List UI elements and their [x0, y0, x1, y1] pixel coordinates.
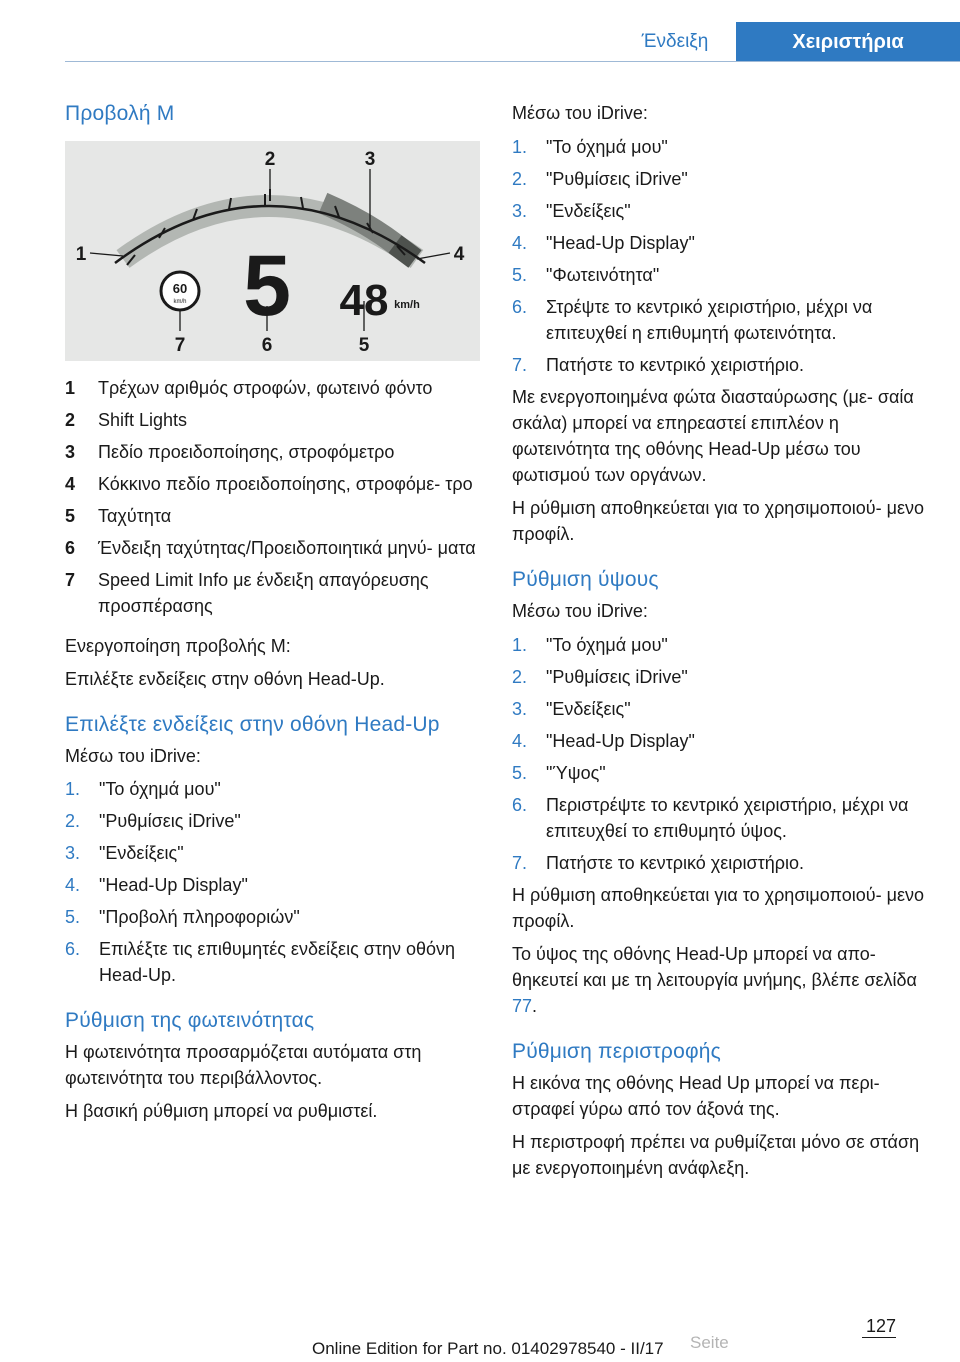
footer-watermark: Seite — [690, 1333, 729, 1352]
section-title-brightness: Ρύθμιση της φωτεινότητας — [65, 1009, 315, 1032]
section-title-select-displays: Επιλέξτε ενδείξεις στην οθόνη Head-Up — [65, 713, 440, 736]
callout-7: 7 — [174, 335, 186, 356]
left-column — [65, 100, 480, 1131]
step-item: 7. Πατήστε το κεντρικό χειριστήριο. — [512, 355, 804, 375]
brightness-intro: Μέσω του iDrive: — [512, 103, 648, 123]
step-item: 5. "Προβολή πληροφοριών" — [65, 907, 300, 927]
m-view-figure — [65, 141, 480, 361]
step-item: 1. "Το όχημά μου" — [512, 137, 668, 157]
brightness-paragraph-1: Η φωτεινότητα προσαρμόζεται αυτόματα στη φωτεινότητα του περιβάλλοντος. — [65, 1042, 422, 1088]
callout-4: 4 — [453, 244, 465, 265]
height-intro: Μέσω του iDrive: — [512, 601, 648, 621]
legend-item: 2 Shift Lights — [65, 410, 188, 430]
speed-limit-unit: km/h — [173, 299, 187, 305]
section-title-height: Ρύθμιση ύψους — [512, 568, 659, 591]
header-tabs — [614, 22, 960, 62]
height-profile-note: Η ρύθμιση αποθηκεύεται για το χρησιμοποιού‐ μενο προφίλ. — [512, 885, 924, 931]
step-item: 7. Πατήστε το κεντρικό χειριστήριο. — [512, 853, 804, 873]
callout-6: 6 — [261, 335, 273, 356]
header-section-tab[interactable]: Ένδειξη — [641, 31, 709, 52]
step-item: 3. "Ενδείξεις" — [512, 201, 631, 221]
rotation-paragraph-1: Η εικόνα της οθόνης Head Up μπορεί να περι‐ στραφεί γύρω από τον άξονά της. — [512, 1073, 880, 1119]
brightness-profile-note: Η ρύθμιση αποθηκεύεται για το χρησιμοποιού‐ μενο προφίλ. — [512, 498, 924, 544]
step-item: 2. "Ρυθμίσεις iDrive" — [65, 811, 241, 831]
section-title-m-view: Προβολή M — [65, 102, 175, 125]
step-item: 5. "Ύψος" — [512, 763, 606, 783]
step-item: 5. "Φωτεινότητα" — [512, 265, 660, 285]
step-item: 1. "Το όχημά μου" — [65, 779, 221, 799]
step-item: 6. Στρέψτε το κεντρικό χειριστήριο, μέχρι να επιτευχθεί η επιθυμητή φωτεινότητα. — [512, 297, 873, 343]
right-column — [512, 100, 932, 1188]
step-item: 2. "Ρυθμίσεις iDrive" — [512, 169, 688, 189]
page-number: 127 — [865, 1316, 896, 1336]
rotation-paragraph-2: Η περιστροφή πρέπει να ρυθμίζεται μόνο σε στάση με ενεργοποιημένη ανάφλεξη. — [512, 1132, 920, 1178]
legend-item: 4 Κόκκινο πεδίο προειδοποίησης, στροφόμε‐ τρο — [65, 474, 473, 494]
header-divider — [65, 61, 960, 62]
callout-3: 3 — [364, 149, 376, 170]
speed-value: 48 — [339, 276, 389, 325]
step-item: 4. "Head-Up Display" — [512, 731, 695, 751]
legend-item: 3 Πεδίο προειδοποίησης, στροφόμετρο — [65, 442, 395, 462]
step-item: 3. "Ενδείξεις" — [65, 843, 184, 863]
legend-item: 5 Ταχύτητα — [65, 506, 172, 526]
step-item: 2. "Ρυθμίσεις iDrive" — [512, 667, 688, 687]
callout-1: 1 — [75, 244, 87, 265]
legend-item: 6 Ένδειξη ταχύτητας/Προειδοποιητικά μηνύ‐ ματα — [65, 538, 476, 558]
select-displays-steps — [65, 776, 480, 988]
height-steps — [512, 632, 932, 876]
height-memory-note: Το ύψος της οθόνης Head-Up μπορεί να απο‐ θηκευτεί και με τη λειτουργία μνήμης, βλέπε σελίδα 77. — [512, 944, 917, 1016]
footer-edition: Online Edition for Part no. 01402978540 - II/17 — [312, 1339, 664, 1358]
step-item: 4. "Head-Up Display" — [512, 233, 695, 253]
activation-instruction: Επιλέξτε ενδείξεις στην οθόνη Head-Up. — [65, 669, 385, 689]
section-title-rotation: Ρύθμιση περιστροφής — [512, 1040, 721, 1063]
brightness-note: Με ενεργοποιημένα φώτα διασταύρωσης (με‐ σαία σκάλα) μπορεί να επηρεαστεί επιπλέον η φωτεινότητα της οθόνης Head-Up μέσω του φωτισμού των οργάνων. — [512, 387, 914, 485]
figure-legend — [65, 375, 480, 619]
brightness-steps — [512, 134, 932, 378]
legend-item: 1 Τρέχων αριθμός στροφών, φωτεινό φόντο — [65, 378, 433, 398]
step-item: 3. "Ενδείξεις" — [512, 699, 631, 719]
speed-limit-value: 60 — [172, 281, 188, 296]
step-item: 6. Περιστρέψτε το κεντρικό χειριστήριο, μέχρι να επιτευχθεί το επιθυμητό ύψος. — [512, 795, 909, 841]
legend-item: 7 Speed Limit Info με ένδειξη απαγόρευσης προσπέρασης — [65, 570, 429, 616]
header-chapter-tab[interactable]: Χειριστήρια — [736, 22, 960, 62]
gear-indicator: 5 — [243, 238, 291, 334]
select-displays-intro: Μέσω του iDrive: — [65, 746, 201, 766]
callout-5: 5 — [358, 335, 370, 356]
hud-m-view-illustration — [65, 141, 480, 361]
step-item: 4. "Head-Up Display" — [65, 875, 248, 895]
step-item: 1. "Το όχημά μου" — [512, 635, 668, 655]
brightness-paragraph-2: Η βασική ρύθμιση μπορεί να ρυθμιστεί. — [65, 1101, 378, 1121]
footer-divider — [862, 1337, 896, 1338]
page-reference-link[interactable]: 77 — [512, 996, 533, 1016]
speed-unit: km/h — [394, 299, 420, 311]
callout-2: 2 — [264, 149, 276, 170]
step-item: 6. Επιλέξτε τις επιθυμητές ενδείξεις στην οθόνη Head-Up. — [65, 939, 456, 985]
activation-label: Ενεργοποίηση προβολής M: — [65, 636, 291, 656]
